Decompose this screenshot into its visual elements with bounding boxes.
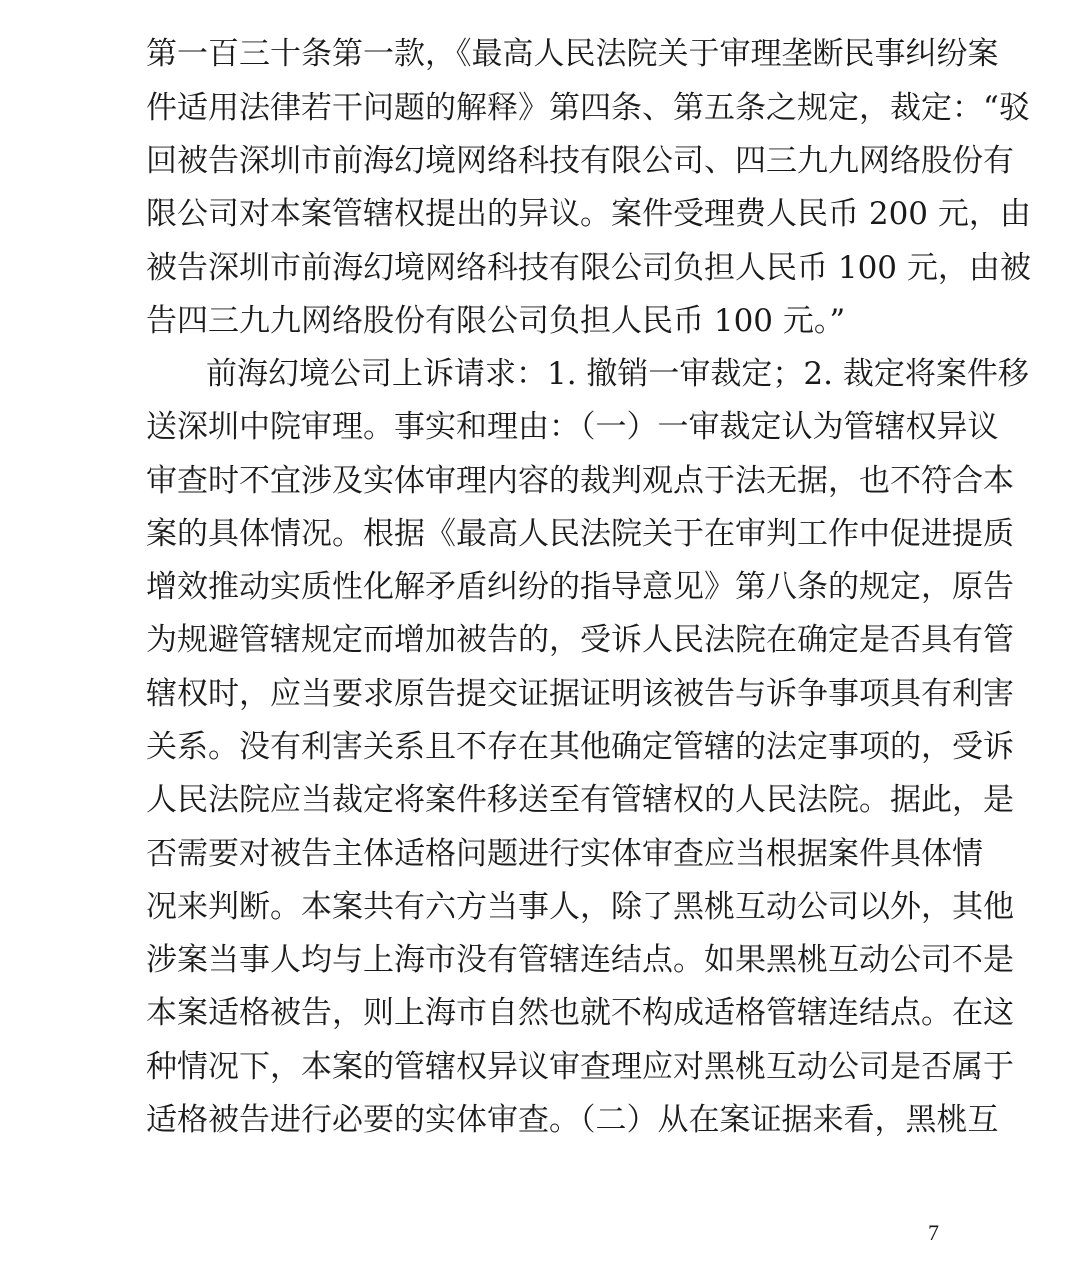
text-line: 案的具体情况。根据《最高人民法院关于在审判工作中促进提质 (146, 516, 1014, 552)
text-line: 辖权时，应当要求原告提交证据证明该被告与诉争事项具有利害 (146, 676, 1014, 712)
text-line: 为规避管辖规定而增加被告的，受诉人民法院在确定是否具有管 (146, 622, 1014, 658)
text-line: 被告深圳市前海幻境网络科技有限公司负担人民币 100 元，由被 (146, 250, 1031, 286)
text-line: 否需要对被告主体适格问题进行实体审查应当根据案件具体情 (146, 836, 983, 872)
paragraph-first-line: 前海幻境公司上诉请求：1. 撤销一审裁定；2. 裁定将案件移 (206, 356, 1029, 392)
text-line: 第一百三十条第一款，《最高人民法院关于审理垄断民事纠纷案 (146, 36, 999, 72)
text-line: 适格被告进行必要的实体审查。（二）从在案证据来看，黑桃互 (146, 1102, 999, 1138)
text-line: 人民法院应当裁定将案件移送至有管辖权的人民法院。据此，是 (146, 782, 1014, 818)
text-line: 告四三九九网络股份有限公司负担人民币 100 元。” (146, 303, 846, 339)
text-line: 种情况下，本案的管辖权异议审查理应对黑桃互动公司是否属于 (146, 1049, 1014, 1085)
page-number: 7 (928, 1220, 939, 1245)
text-line: 增效推动实质性化解矛盾纠纷的指导意见》第八条的规定，原告 (146, 569, 1014, 605)
text-line: 本案适格被告，则上海市自然也就不构成适格管辖连结点。在这 (146, 995, 1014, 1031)
text-line: 限公司对本案管辖权提出的异议。案件受理费人民币 200 元，由 (146, 196, 1031, 232)
text-line: 涉案当事人均与上海市没有管辖连结点。如果黑桃互动公司不是 (146, 942, 1014, 978)
text-line: 送深圳中院审理。事实和理由：（一）一审裁定认为管辖权异议 (146, 409, 999, 445)
text-line: 况来判断。本案共有六方当事人，除了黑桃互动公司以外，其他 (146, 889, 1014, 925)
text-line: 件适用法律若干问题的解释》第四条、第五条之规定，裁定：“驳 (146, 90, 1030, 126)
text-line: 回被告深圳市前海幻境网络科技有限公司、四三九九网络股份有 (146, 143, 1014, 179)
text-line: 关系。没有利害关系且不存在其他确定管辖的法定事项的，受诉 (146, 729, 1014, 765)
text-line: 审查时不宜涉及实体审理内容的裁判观点于法无据，也不符合本 (146, 463, 1014, 499)
